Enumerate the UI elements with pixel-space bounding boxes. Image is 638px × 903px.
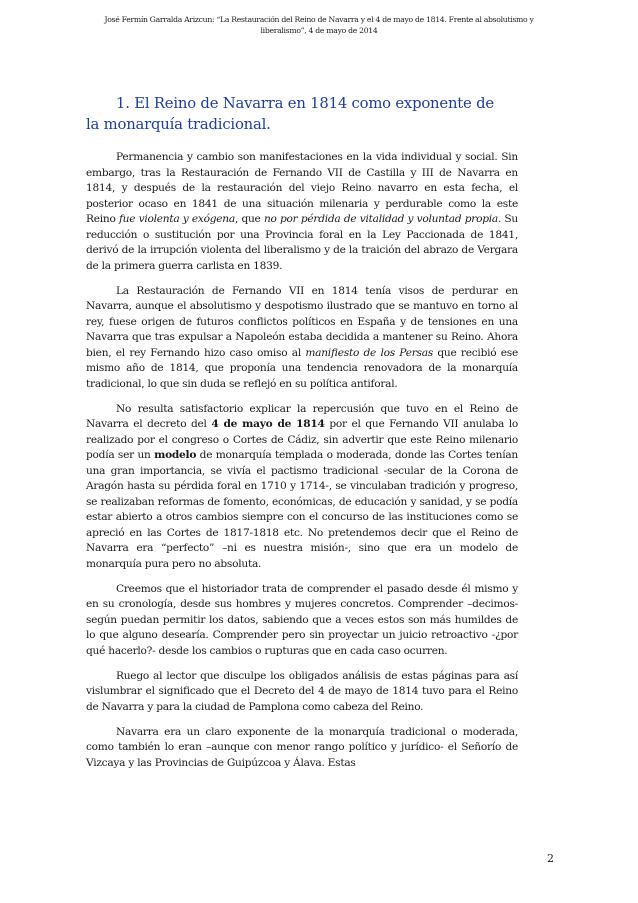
paragraph-6: Navarra era un claro exponente de la monarquía tradicional o moderada, como también lo eran –aunque con menor rango político y jurídico- el Señorío de Vizcaya y las Provincias de Guipúzcoa y Álava. Estas — [86, 725, 518, 769]
section-heading-line-2: la monarquía tradicional. — [86, 116, 271, 133]
running-header — [80, 14, 558, 36]
manifesto-title: manifiesto de los Persas — [305, 346, 433, 359]
paragraph-3: No resulta satisfactorio explicar la repercusión que tuvo en el Reino de Navarra el decreto del 4 de mayo de 1814 por el que Fernando VII anulaba lo realizado por el congreso o Cortes de Cádiz, sin advertir que este Reino milenario podía ser un modelo de monarquía templada o moderada, donde las Cortes tenían una gran importancia, se vivía el pactismo tradicional -secular de la Corona de Aragón hasta su pérdida foral en 1710 y 1714-, se vinculaban tradición y progreso, se realizaban reformas de fomento, económicas, de educación y sanidad, y se podía estar abierto a otros cambios siempre con el concurso de las instituciones como se apreció en las Cortes de 1817-1818 etc. No pretendemos decir que el Reino de Navarra era “perfecto” –ni es nuestra misión-, sino que era un modelo de monarquía pura pero no absoluta. — [86, 402, 518, 570]
paragraph-2: La Restauración de Fernando VII en 1814 tenía visos de perdurar en Navarra, aunque el absolutismo y despotismo ilustrado que se mantuvo en torno al rey, fuese origen de futuros conflictos políticos en España y de tensiones en una Navarra que tras expulsar a Napoleón estaba decidida a mantener su Reino. Ahora bien, el rey Fernando hizo caso omiso al manifiesto de los Persas que recibió ese mismo año de 1814, que proponía una tendencia renovadora de la monarquía tradicional, lo que sin duda se reflejó en su política antiforal. — [86, 284, 518, 390]
bold-date: 4 de mayo de 1814 — [211, 418, 325, 431]
paragraph-4: Creemos que el historiador trata de comprender el pasado desde él mismo y en su cronología, desde sus hombres y mujeres concretos. Comprender –decimos- según puedan permitir los datos, sabiendo que a veces estos son más humildes de lo que alguno desearía. Comprender pero sin proyectar un juicio retroactivo -¿por qué hacerlo?- desde los cambios o rupturas que en cada caso ocurren. — [86, 582, 518, 657]
header-line-1: José Fermín Garralda Arizcun: “La Restauración del Reino de Navarra y el 4 de mayo de 1814. Frente al absolutismo y — [104, 15, 534, 24]
emphasis-text: no por pérdida de vitalidad y voluntad propia — [263, 213, 498, 225]
paragraph-1: Permanencia y cambio son manifestaciones en la vida individual y social. Sin embargo, tras la Restauración de Fernando VII de Castilla y III de Navarra en 1814, y después de la restauración del viejo Reino navarro en esta fecha, el posterior ocaso en 1841 de una situación milenaria y perdurable como la este Reino fue violenta y exógena, que no por pérdida de vitalidad y voluntad propia. Su reducción o sustitución por una Provincia foral en la Ley Paccionada de 1841, derivó de la irrupción violenta del liberalismo y de la traición del abrazo de Vergara de la primera guerra carlista en 1839. — [86, 151, 519, 272]
section-heading-line-1: 1. El Reino de Navarra en 1814 como exponente de — [116, 95, 494, 112]
paragraph-5: Ruego al lector que disculpe los obligados análisis de estas páginas para así vislumbrar el significado que el Decreto del 4 de mayo de 1814 tuvo para el Reino de Navarra y para la ciudad de Pamplona como cabeza del Reino. — [86, 669, 518, 713]
page-number: 2 — [547, 852, 554, 865]
section-heading — [86, 93, 556, 135]
body-text — [86, 150, 518, 781]
header-line-2: liberalismo”, 4 de mayo de 2014 — [260, 26, 378, 35]
emphasis-text: fue violenta y exógena — [118, 213, 235, 225]
bold-term: modelo — [154, 449, 197, 462]
